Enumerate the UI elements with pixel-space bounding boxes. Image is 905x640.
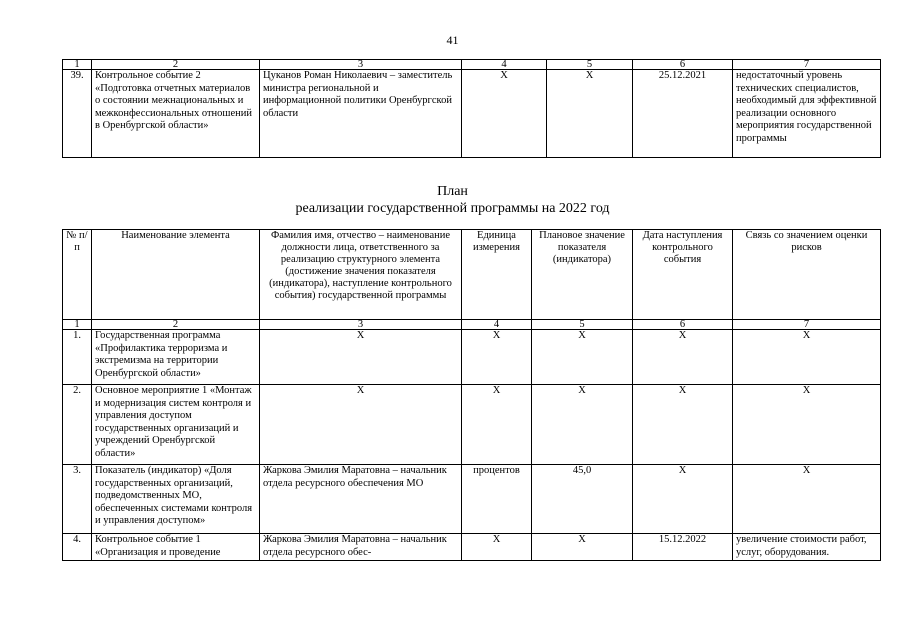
table-row xyxy=(63,385,881,465)
event-date-cell: X xyxy=(633,465,733,534)
table-index-row xyxy=(63,60,881,70)
element-name: Основное мероприятие 1 «Монтаж и модернизация систем контроля и управления доступом государственных организаций и учреждений Оренбургской области» xyxy=(92,385,260,465)
table-index-cell: 7 xyxy=(733,320,881,330)
responsible-person: Цуканов Роман Николаевич – заместитель министра региональной и информационной политики Оренбургской области xyxy=(260,70,462,158)
table-row xyxy=(63,534,881,561)
plan-value-cell: X xyxy=(532,534,633,561)
header-name: Наименование элемента xyxy=(92,230,260,320)
table-index-cell: 2 xyxy=(92,60,260,70)
event-date-cell: 15.12.2022 xyxy=(633,534,733,561)
risk-cell: недостаточный уровень технических специалистов, необходимый для эффективной реализации основного мероприятия государственной программы xyxy=(733,70,881,158)
plan-value-cell: X xyxy=(532,330,633,385)
page-number: 41 xyxy=(446,33,459,47)
table-index-row xyxy=(63,320,881,330)
risk-cell: X xyxy=(733,465,881,534)
header-risk: Связь со значением оценки рисков xyxy=(733,230,881,320)
table-row xyxy=(63,465,881,534)
unit-cell: X xyxy=(462,330,532,385)
event-date-cell: X xyxy=(633,385,733,465)
responsible-person: Жаркова Эмилия Маратовна – начальник отдела ресурсного обеспечения МО xyxy=(260,465,462,534)
plan-value-cell: X xyxy=(532,385,633,465)
table-index-cell: 6 xyxy=(633,320,733,330)
element-name: Контрольное событие 2 «Подготовка отчетных материалов о состоянии межнациональных и межконфессиональных отношений в Оренбургской области» xyxy=(92,70,260,158)
row-number: 1. xyxy=(63,330,92,385)
row-number: 3. xyxy=(63,465,92,534)
unit-cell: X xyxy=(462,70,547,158)
responsible-person: X xyxy=(260,385,462,465)
table-header-row xyxy=(63,230,881,320)
plan-table xyxy=(62,229,881,561)
continuation-table xyxy=(62,59,881,158)
risk-cell: увеличение стоимости работ, услуг, оборудования. xyxy=(733,534,881,561)
risk-cell: X xyxy=(733,330,881,385)
table-row xyxy=(63,70,881,158)
unit-cell: X xyxy=(462,385,532,465)
row-number: 39. xyxy=(63,70,92,158)
table-index-cell: 2 xyxy=(92,320,260,330)
table-index-cell: 4 xyxy=(462,320,532,330)
responsible-person: X xyxy=(260,330,462,385)
table-index-cell: 5 xyxy=(547,60,633,70)
header-unit: Единица измерения xyxy=(462,230,532,320)
risk-cell: X xyxy=(733,385,881,465)
table-index-cell: 1 xyxy=(63,60,92,70)
element-name: Показатель (индикатор) «Доля государственных организаций, подведомственных МО, обеспеченных системами контроля и управления доступом» xyxy=(92,465,260,534)
responsible-person: Жаркова Эмилия Маратовна – начальник отдела ресурсного обес- xyxy=(260,534,462,561)
table-index-cell: 7 xyxy=(733,60,881,70)
table-index-cell: 5 xyxy=(532,320,633,330)
header-person: Фамилия имя, отчество – наименование должности лица, ответственного за реализацию структурного элемента (достижение значения показателя (индикатора), наступление контрольного события) государственной программы xyxy=(260,230,462,320)
table-index-cell: 3 xyxy=(260,320,462,330)
event-date-cell: X xyxy=(633,330,733,385)
plan-title: План xyxy=(437,184,468,199)
unit-cell: процентов xyxy=(462,465,532,534)
element-name: Государственная программа «Профилактика терроризма и экстремизма на территории Оренбургской области» xyxy=(92,330,260,385)
event-date-cell: 25.12.2021 xyxy=(633,70,733,158)
row-number: 2. xyxy=(63,385,92,465)
plan-value-cell: 45,0 xyxy=(532,465,633,534)
unit-cell: X xyxy=(462,534,532,561)
row-number: 4. xyxy=(63,534,92,561)
header-date: Дата наступления контрольного события xyxy=(633,230,733,320)
header-plan: Плановое значение показателя (индикатора) xyxy=(532,230,633,320)
plan-subtitle: реализации государственной программы на 2022 год xyxy=(295,201,610,216)
element-name: Контрольное событие 1 «Организация и проведение xyxy=(92,534,260,561)
header-num: № п/п xyxy=(63,230,92,320)
table-index-cell: 6 xyxy=(633,60,733,70)
table-index-cell: 1 xyxy=(63,320,92,330)
plan-value-cell: X xyxy=(547,70,633,158)
table-index-cell: 4 xyxy=(462,60,547,70)
table-row xyxy=(63,330,881,385)
table-index-cell: 3 xyxy=(260,60,462,70)
